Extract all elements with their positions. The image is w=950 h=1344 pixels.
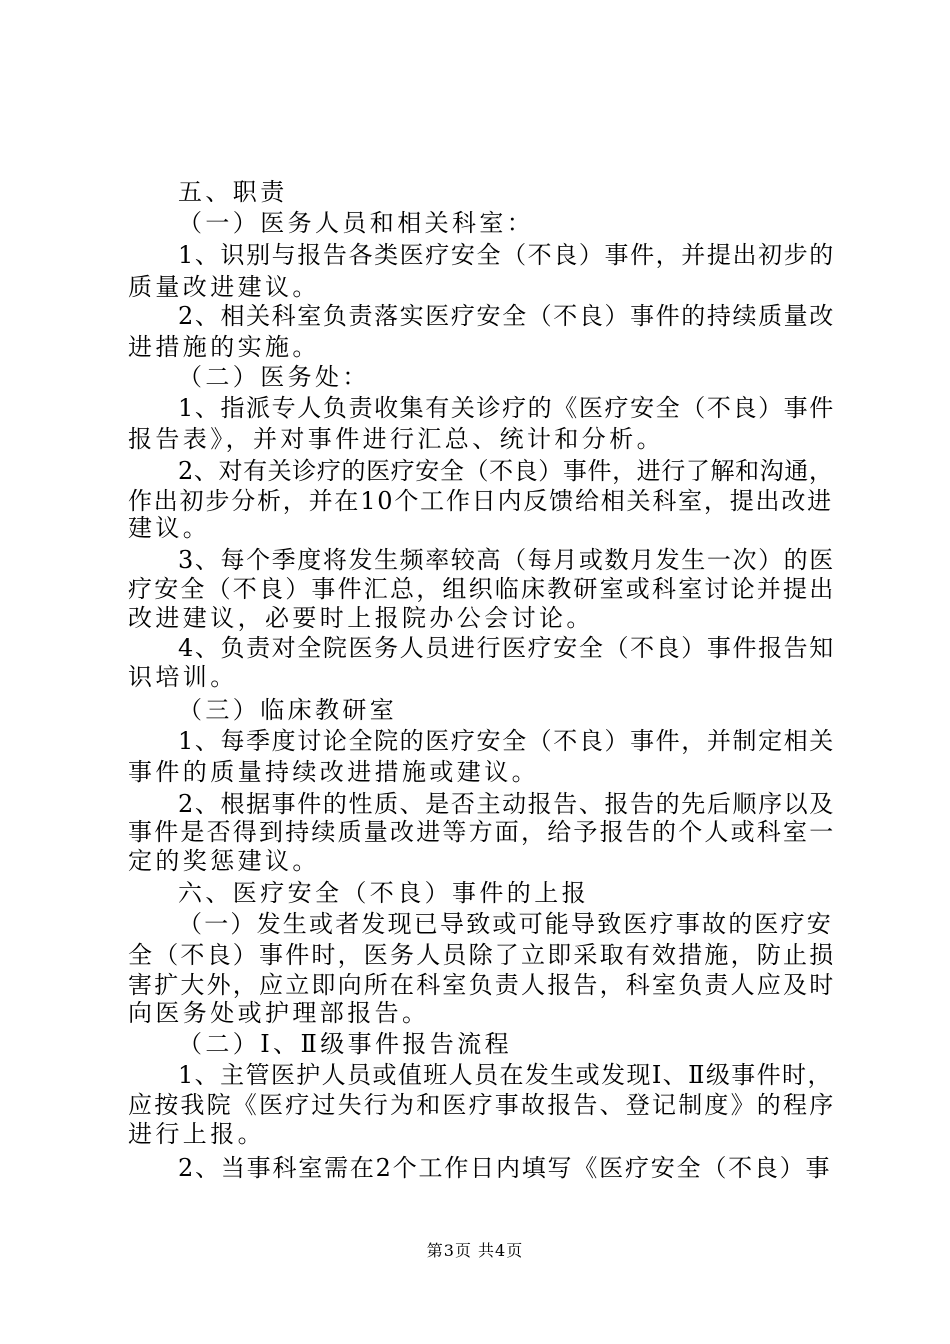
section-heading: 六、医疗安全（不良）事件的上报: [178, 879, 589, 907]
text-line: 2、根据事件的性质、是否主动报告、报告的先后顺序以及: [178, 790, 835, 818]
text-line: 向医务处或护理部报告。: [128, 999, 430, 1027]
text-line: 疗安全（不良）事件汇总，组织临床教研室或科室讨论并提出: [128, 575, 836, 603]
text-line: 全（不良）事件时，医务人员除了立即采取有效措施，防止损: [128, 941, 836, 969]
text-line: 1、主管医护人员或值班人员在发生或发现Ⅰ、Ⅱ级事件时，: [178, 1061, 833, 1089]
subsection-heading: （二）Ⅰ、Ⅱ级事件报告流程: [178, 1030, 512, 1058]
text-line: 1、指派专人负责收集有关诊疗的《医疗安全（不良）事件: [178, 394, 835, 422]
text-line: 2、当事科室需在2个工作日内填写《医疗安全（不良）事: [178, 1154, 832, 1182]
text-line: 改进建议，必要时上报院办公会讨论。: [128, 604, 594, 632]
text-line: 质量改进建议。: [128, 273, 320, 301]
text-line: 进措施的实施。: [128, 333, 320, 361]
text-line: 2、对有关诊疗的医疗安全（不良）事件，进行了解和沟通，: [178, 457, 834, 485]
text-line: （一）发生或者发现已导致或可能导致医疗事故的医疗安: [178, 910, 833, 938]
subsection-heading: （三）临床教研室: [178, 696, 398, 724]
text-line: 事件是否得到持续质量改进等方面，给予报告的个人或科室一: [128, 818, 836, 846]
text-line: 应按我院《医疗过失行为和医疗事故报告、登记制度》的程序: [128, 1091, 836, 1119]
text-line: 1、每季度讨论全院的医疗安全（不良）事件，并制定相关: [178, 727, 835, 755]
text-line: 4、负责对全院医务人员进行医疗安全（不良）事件报告知: [178, 634, 835, 662]
text-line: 进行上报。: [128, 1120, 265, 1148]
text-line: 报告表》，并对事件进行汇总、统计和分析。: [128, 425, 664, 453]
text-line: 害扩大外，应立即向所在科室负责人报告，科室负责人应及时: [128, 971, 836, 999]
subsection-heading: （二）医务处：: [178, 363, 370, 391]
page-number-footer: 第3页 共4页: [426, 1241, 524, 1260]
text-line: 1、识别与报告各类医疗安全（不良）事件，并提出初步的: [178, 241, 835, 269]
text-line: 作出初步分析，并在10个工作日内反馈给相关科室，提出改进: [128, 487, 833, 515]
text-line: 3、每个季度将发生频率较高（每月或数月发生一次）的医: [178, 546, 835, 574]
text-line: 事件的质量持续改进措施或建议。: [128, 758, 539, 786]
subsection-heading: （一）医务人员和相关科室：: [178, 209, 535, 237]
section-heading: 五、职责: [178, 178, 288, 206]
text-line: 识培训。: [128, 663, 238, 691]
text-line: 定的奖惩建议。: [128, 847, 320, 875]
text-line: 建议。: [128, 514, 211, 542]
text-line: 2、相关科室负责落实医疗安全（不良）事件的持续质量改: [178, 302, 835, 330]
